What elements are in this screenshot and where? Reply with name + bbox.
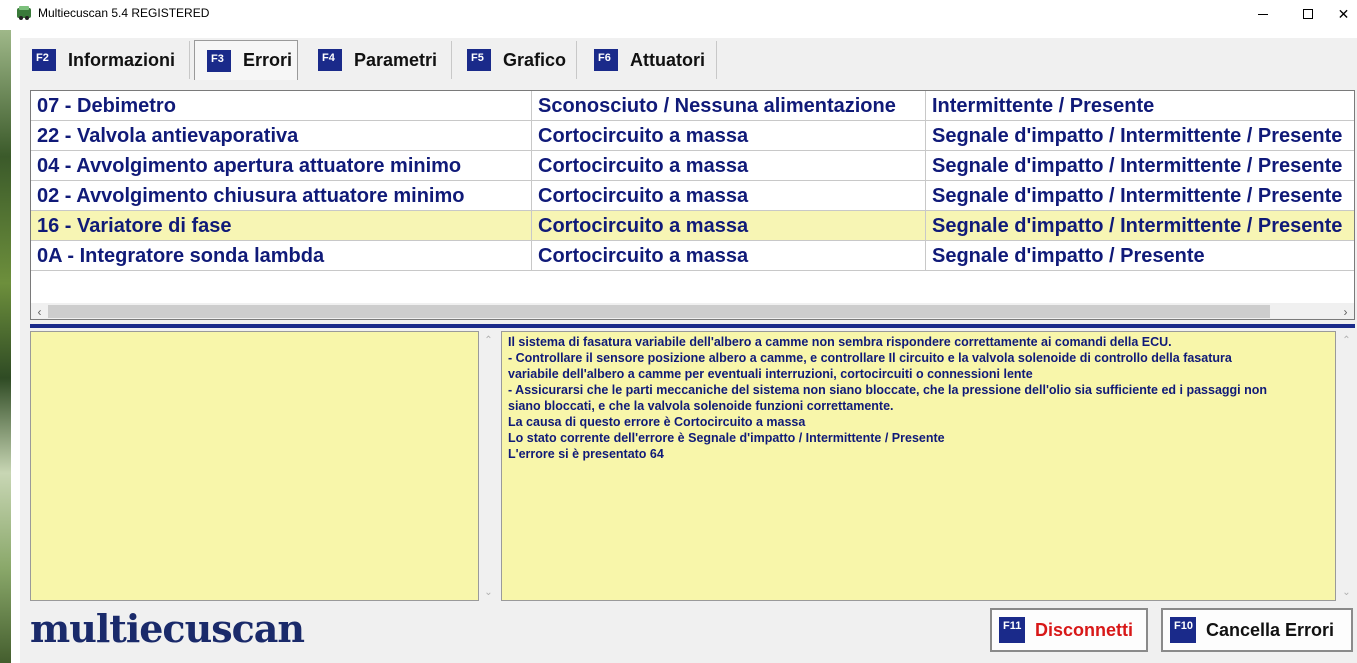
error-status-cell: Intermittente / Presente (932, 95, 1155, 117)
table-row-selected[interactable] (31, 211, 1355, 241)
error-type-cell: Sconosciuto / Nessuna alimentazione (532, 91, 926, 121)
desktop-background-strip (0, 30, 11, 663)
close-icon: ✕ (1337, 5, 1350, 22)
tab-label: Errori (243, 50, 293, 70)
error-status-cell: Segnale d'impatto / Intermittente / Presente (932, 125, 1343, 147)
divider (30, 324, 1355, 328)
error-status-cell: Segnale d'impatto / Intermittente / Presente (932, 185, 1343, 207)
fkey-badge: F5 (467, 49, 491, 71)
tab-errori[interactable] (194, 40, 298, 80)
tab-bar (20, 38, 1357, 82)
tab-label: Parametri (354, 49, 438, 70)
description-line: Lo stato corrente dell'errore è Segnale d'impatto / Intermittente / Presente (508, 431, 945, 445)
error-status-cell: Segnale d'impatto / Presente (932, 245, 1205, 267)
disconnect-label: Disconnetti (1035, 619, 1134, 640)
error-list (30, 90, 1355, 320)
description-line: - Assicurarsi che le parti meccaniche del sistema non siano bloccate, che la pressione dell'olio sia sufficiente ed i passaggi non (508, 383, 1268, 397)
tab-parametri[interactable] (306, 41, 452, 79)
tab-attuatori[interactable] (582, 41, 717, 79)
error-type-cell: Cortocircuito a massa (532, 121, 926, 151)
scroll-down-icon[interactable]: ⌄ (484, 586, 493, 598)
vertical-scrollbar[interactable] (480, 331, 497, 601)
description-line: L'errore si è presentato 64 (508, 447, 664, 461)
error-code-cell: 0A - Integratore sonda lambda (31, 241, 532, 271)
clear-errors-label: Cancella Errori (1206, 619, 1335, 640)
window-title: Multiecuscan 5.4 REGISTERED (38, 6, 210, 20)
description-line: Il sistema di fasatura variabile dell'albero a camme non sembra rispondere correttamente ai comandi della ECU. (508, 335, 1172, 349)
app-icon (16, 5, 32, 21)
scroll-left-icon[interactable]: ‹ (37, 304, 42, 319)
error-type-cell: Cortocircuito a massa (532, 211, 926, 241)
notes-panel[interactable] (30, 331, 479, 601)
error-code-cell: 07 - Debimetro (31, 91, 532, 121)
error-type-cell: Cortocircuito a massa (532, 151, 926, 181)
description-line: - Controllare il sensore posizione albero a camme, e controllare Il circuito e la valvola solenoide di controllo della fasatura (508, 351, 1232, 365)
description-line: variabile dell'albero a camme per eventuali interruzioni, cortocircuiti o connessioni lente (508, 367, 1033, 381)
horizontal-scrollbar[interactable] (31, 303, 1354, 320)
fkey-badge: F4 (318, 49, 342, 71)
scroll-thumb[interactable] (48, 305, 1270, 318)
error-code-cell: 16 - Variatore di fase (31, 211, 532, 241)
tab-label: Informazioni (68, 49, 175, 70)
minimize-button[interactable] (1240, 0, 1286, 28)
error-type-cell: Cortocircuito a massa (532, 241, 926, 271)
title-bar (0, 0, 1357, 28)
fkey-badge: F6 (594, 49, 618, 71)
maximize-icon (1303, 9, 1313, 19)
vertical-scrollbar[interactable] (1338, 331, 1355, 601)
table-row[interactable] (31, 241, 1355, 271)
scroll-down-icon[interactable]: ⌄ (1342, 586, 1351, 598)
maximize-button[interactable] (1285, 0, 1331, 28)
tab-informazioni[interactable] (20, 41, 190, 79)
description-line: siano bloccati, e che la valvola solenoide funzioni correttamente. (508, 399, 894, 413)
close-button[interactable] (1330, 0, 1357, 28)
fkey-badge: F2 (32, 49, 56, 71)
main-client-area (20, 38, 1357, 663)
scroll-up-icon[interactable]: ⌃ (484, 334, 493, 346)
scroll-up-icon[interactable]: ⌃ (1342, 334, 1351, 346)
tab-grafico[interactable] (455, 41, 577, 79)
error-status-cell: Segnale d'impatto / Intermittente / Presente (932, 155, 1343, 177)
table-row[interactable] (31, 121, 1355, 151)
table-row[interactable] (31, 91, 1355, 121)
fkey-badge: F3 (207, 50, 231, 72)
tab-label: Attuatori (630, 49, 705, 70)
error-type-cell: Cortocircuito a massa (532, 181, 926, 211)
error-description-panel[interactable] (501, 331, 1336, 601)
error-code-cell: 02 - Avvolgimento chiusura attuatore minimo (31, 181, 532, 211)
minimize-icon (1258, 14, 1268, 15)
fkey-badge: F10 (1170, 617, 1196, 643)
disconnect-button[interactable] (990, 608, 1148, 652)
description-line: La causa di questo errore è Cortocircuito a massa (508, 415, 806, 429)
fkey-badge: F11 (999, 617, 1025, 643)
table-row[interactable] (31, 151, 1355, 181)
clear-errors-button[interactable] (1161, 608, 1353, 652)
scroll-right-icon[interactable]: › (1343, 304, 1348, 319)
error-code-cell: 04 - Avvolgimento apertura attuatore minimo (31, 151, 532, 181)
error-code-cell: 22 - Valvola antievaporativa (31, 121, 532, 151)
error-status-cell: Segnale d'impatto / Intermittente / Presente (932, 215, 1343, 237)
table-row[interactable] (31, 181, 1355, 211)
tab-label: Grafico (503, 49, 567, 70)
multiecuscan-logo: multiecuscan (30, 606, 304, 651)
